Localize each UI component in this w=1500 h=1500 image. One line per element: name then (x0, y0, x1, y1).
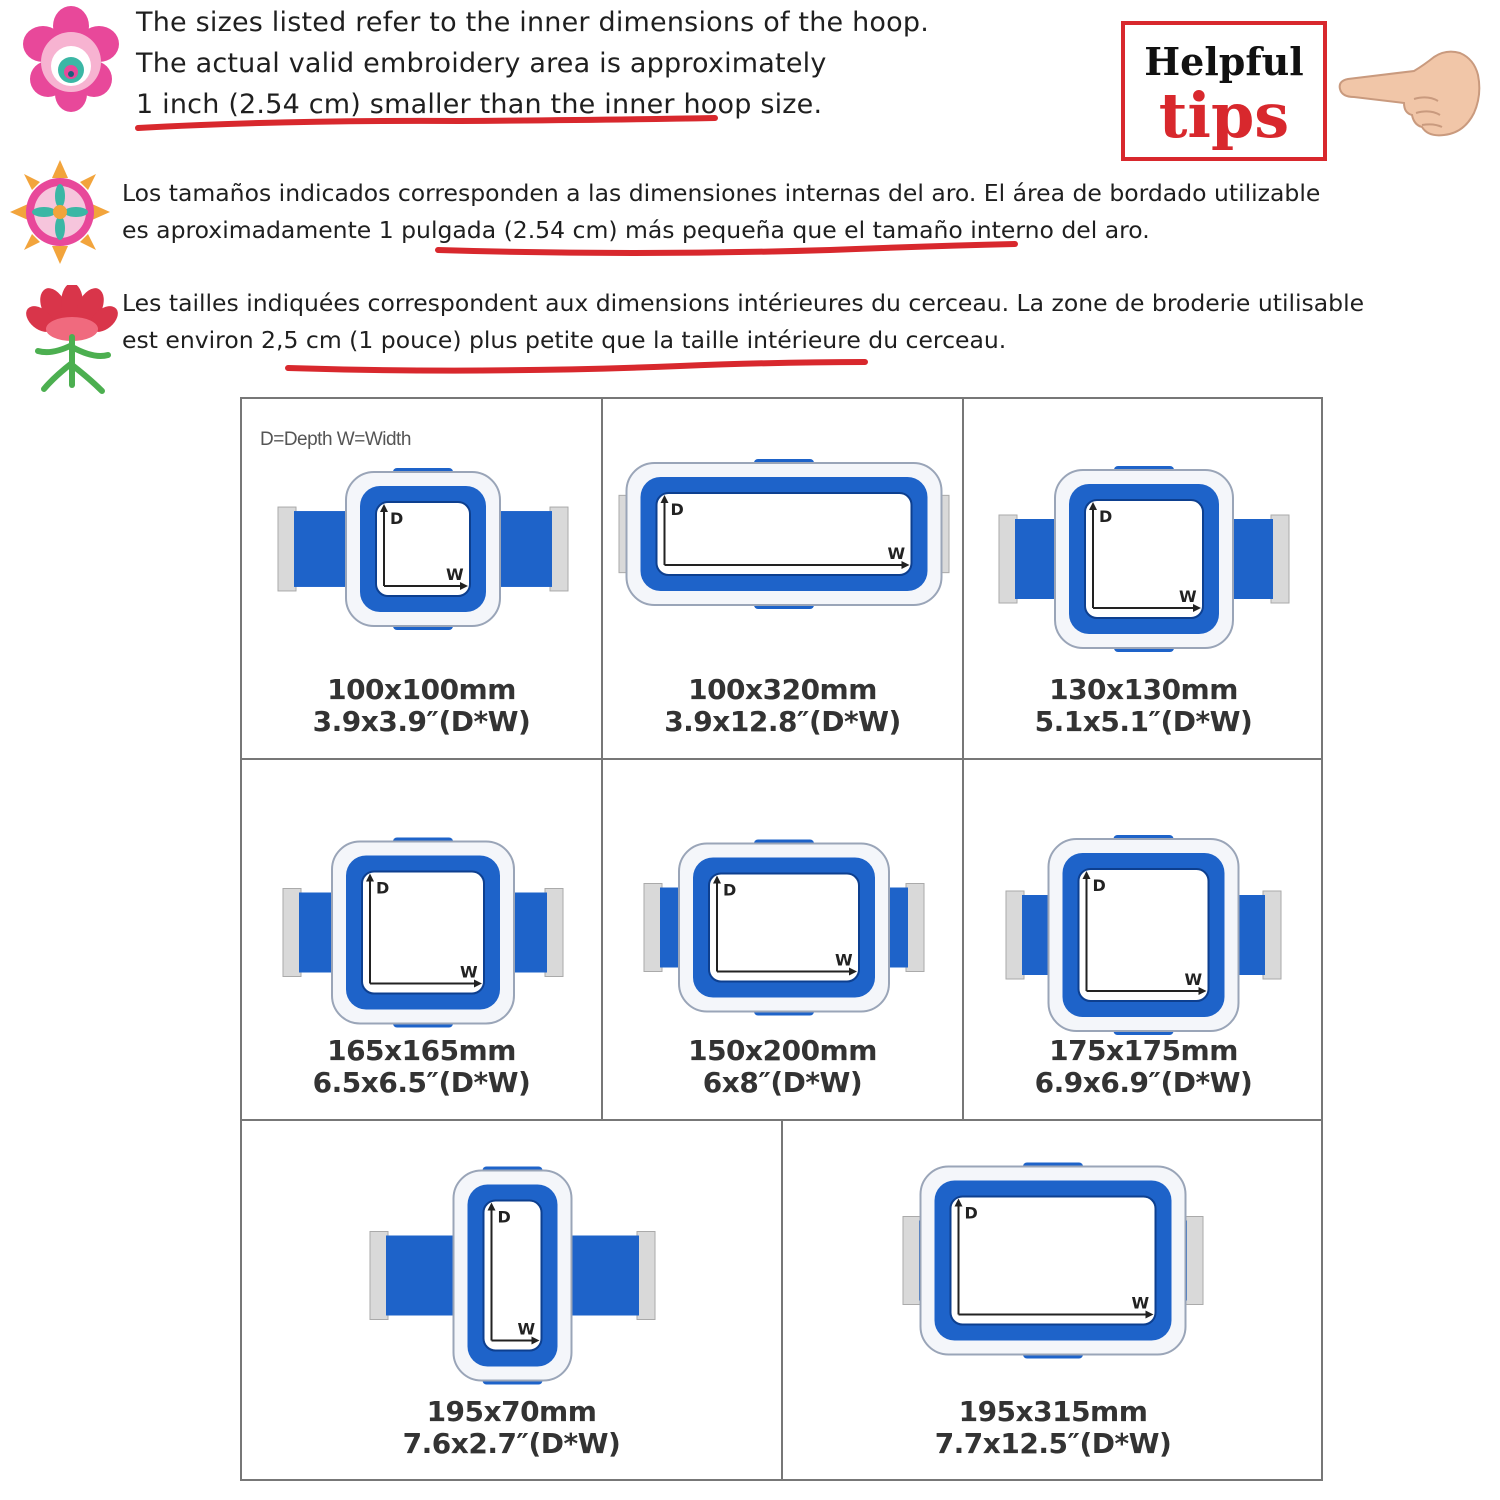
tip-english-line-1: The sizes listed refer to the inner dimensions of the hoop. (136, 7, 929, 38)
tip-french-line-2: est environ 2,5 cm (1 pouce) plus petite que la taille intérieure du cerceau. (122, 326, 1007, 354)
hoop-size-mm: 175x175mm (1049, 1034, 1238, 1067)
hoop-cell (964, 760, 1323, 1121)
helpful-tips-badge (1121, 21, 1327, 161)
width-marker: W (835, 950, 853, 970)
embroidery-hoop-icon (898, 1143, 1208, 1378)
depth-marker: D (670, 500, 684, 519)
tip-english (136, 2, 1056, 125)
hoop-cell (964, 399, 1323, 760)
spanish-underline (430, 236, 1030, 260)
hoop-size-grid (240, 397, 1323, 1481)
tip-french (122, 285, 1492, 359)
french-underline (280, 352, 880, 376)
depth-marker: D (964, 1203, 978, 1223)
dimension-legend: D=Depth W=Width (260, 429, 411, 450)
tip-english-line-2: The actual valid embroidery area is approximately (136, 48, 827, 79)
tip-french-line-1: Les tailles indiquées correspondent aux dimensions intérieures du cerceau. La zone de broderie utilisable (122, 289, 1365, 317)
pink-flower-icon (18, 4, 124, 116)
hoop-size-inches: 3.9x12.8″(D*W) (664, 705, 901, 738)
embroidery-hoop-icon (614, 454, 954, 614)
pointing-hand-icon (1334, 35, 1484, 139)
hoop-size-mm: 165x165mm (327, 1034, 516, 1067)
tip-english-line-3: 1 inch (2.54 cm) smaller than the inner hoop size. (136, 89, 823, 120)
width-marker: W (517, 1319, 536, 1339)
depth-marker: D (1092, 876, 1106, 895)
hoop-size-inches: 6x8″(D*W) (702, 1066, 863, 1099)
badge-helpful-text: Helpful (1144, 39, 1304, 84)
hoop-cell (242, 760, 603, 1121)
tip-spanish-line-2: es aproximadamente 1 pulgada (2.54 cm) más pequeña que el tamaño interno del aro. (122, 216, 1150, 244)
hoop-size-inches: 5.1x5.1″(D*W) (1034, 705, 1253, 738)
hoop-cell (603, 760, 964, 1121)
hoop-size-inches: 3.9x3.9″(D*W) (312, 705, 531, 738)
hoop-size-inches: 7.6x2.7″(D*W) (402, 1427, 621, 1460)
badge-tips-text: tips (1158, 79, 1290, 152)
english-underline (130, 112, 730, 136)
mandala-flower-icon (10, 160, 110, 264)
depth-marker: D (1099, 507, 1113, 526)
hoop-cell (783, 1121, 1323, 1481)
hoop-size-inches: 6.5x6.5″(D*W) (312, 1066, 531, 1099)
hoop-size-mm: 150x200mm (688, 1034, 877, 1067)
hoop-size-mm: 195x315mm (958, 1395, 1148, 1428)
width-marker: W (887, 544, 906, 563)
hoop-size-mm: 100x100mm (327, 673, 516, 706)
width-marker: W (1179, 587, 1197, 606)
hoop-cell (242, 399, 603, 760)
hoop-cell (603, 399, 964, 760)
depth-marker: D (376, 878, 390, 898)
depth-marker: D (390, 509, 404, 528)
depth-marker: D (497, 1207, 511, 1227)
tip-spanish-line-1: Los tamaños indicados corresponden a las dimensiones internas del aro. El área de bordado utilizable (122, 179, 1321, 207)
width-marker: W (1184, 970, 1203, 989)
hoop-size-mm: 195x70mm (426, 1395, 597, 1428)
embroidery-hoop-icon (639, 815, 929, 1040)
hoop-size-mm: 100x320mm (688, 673, 877, 706)
embroidery-hoop-icon (994, 454, 1294, 664)
embroidery-hoop-icon (365, 1143, 660, 1408)
embroidery-hoop-icon (1001, 815, 1286, 1055)
embroidery-hoop-icon (273, 454, 573, 644)
width-marker: W (446, 565, 464, 584)
width-marker: W (460, 962, 478, 982)
hoop-size-inches: 7.7x12.5″(D*W) (934, 1427, 1172, 1460)
depth-marker: D (723, 880, 737, 900)
embroidery-hoop-icon (278, 815, 568, 1050)
hoop-cell (242, 1121, 783, 1481)
width-marker: W (1131, 1293, 1150, 1313)
hoop-size-inches: 6.9x6.9″(D*W) (1034, 1066, 1253, 1099)
red-flower-icon (24, 285, 120, 395)
hoop-size-mm: 130x130mm (1049, 673, 1238, 706)
